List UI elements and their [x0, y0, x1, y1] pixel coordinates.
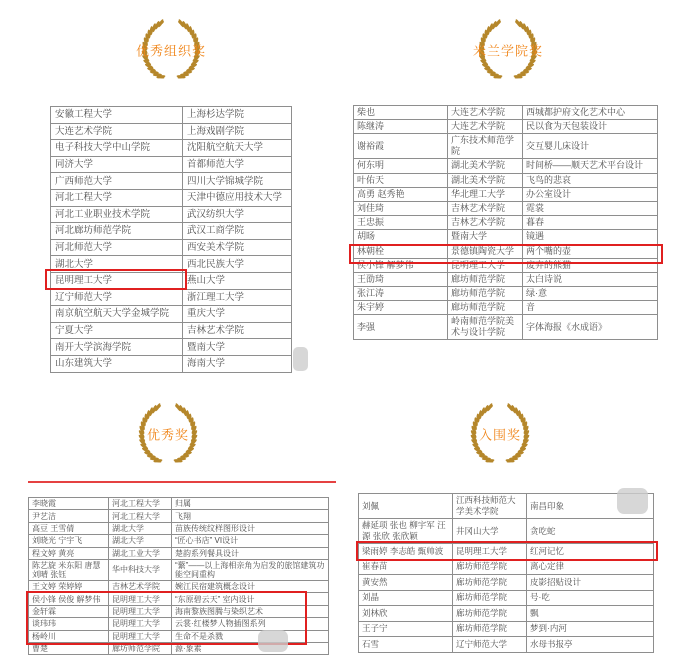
table-cell: 宁夏大学 — [51, 322, 183, 339]
table-cell: 辽宁师范大学 — [51, 289, 183, 306]
table-cell: 廊坊师范学院 — [453, 606, 527, 622]
table-cell: 湖北大学 — [51, 256, 183, 273]
table-cell: 四川大学锦城学院 — [183, 173, 292, 190]
table-cell: 湖北大学 — [109, 535, 172, 547]
table-cell: 吉林艺术学院 — [448, 201, 523, 215]
table-row — [354, 134, 658, 159]
table-cell: 天津中德应用技术大学 — [183, 189, 292, 206]
table-cell: 尹艺洁 — [29, 510, 109, 522]
table-cell: 井冈山大学 — [453, 519, 527, 544]
table-cell: 河北师范大学 — [51, 239, 183, 256]
award-badge-finalist — [438, 398, 562, 474]
table-row — [354, 187, 658, 201]
table-cell: 海南黎族图腾与染织艺术 — [172, 605, 329, 617]
table-cell: 湖北美术学院 — [448, 159, 523, 173]
table-cell: 广西师范大学 — [51, 173, 183, 190]
table-cell: 河北工程大学 — [51, 189, 183, 206]
table-cell: 飘 — [527, 606, 654, 622]
table-cell: 廊坊师范学院 — [448, 287, 523, 301]
table-cell: “东原碧云天” 室内设计 — [172, 593, 329, 605]
table-cell: 大连艺术学院 — [51, 123, 183, 140]
table-cell: 沈阳航空航天大学 — [183, 140, 292, 157]
table-row — [51, 239, 292, 256]
table-cell: 谢裕霞 — [354, 134, 448, 159]
table-cell: 西城都护府文化艺术中心 — [523, 106, 658, 120]
table-row — [354, 301, 658, 315]
table-row — [354, 244, 658, 258]
table-row — [51, 355, 292, 372]
table-row — [29, 559, 329, 580]
table-cell: 交互婴儿床设计 — [523, 134, 658, 159]
table-cell: 首都师范大学 — [183, 156, 292, 173]
table-cell: 南昌印象 — [527, 494, 654, 519]
table-cell: 杨岭川 — [29, 630, 109, 642]
table-row — [29, 498, 329, 510]
table-cell: 叶佑天 — [354, 173, 448, 187]
table-row — [51, 289, 292, 306]
table-row — [51, 189, 292, 206]
table-cell: 梁雨婷 李志皓 甄帅波 — [359, 544, 453, 560]
table-cell: 廊坊师范学院 — [453, 590, 527, 606]
table-cell: 王文婷 荣婷婷 — [29, 580, 109, 592]
table-cell: 刘晓光 宁宇飞 — [29, 535, 109, 547]
table-cell: 号·吃 — [527, 590, 654, 606]
table-row — [354, 287, 658, 301]
table-cell: 华中科技大学 — [109, 559, 172, 580]
table-cell: 生命不是杀戮 — [172, 630, 329, 642]
table-cell: 湖北美术学院 — [448, 173, 523, 187]
table-cell: 廊坊师范学院 — [453, 575, 527, 591]
table-cell: 武汉纺织大学 — [183, 206, 292, 223]
award-badge-label: 入围奖 — [478, 427, 522, 443]
table-cell: 飞鸟的悲哀 — [523, 173, 658, 187]
table-row — [354, 159, 658, 173]
table-row — [51, 206, 292, 223]
table-row — [359, 575, 654, 591]
table-cell: 绿·意 — [523, 287, 658, 301]
table-cell: 暨南大学 — [183, 339, 292, 356]
table-cell: 吉林艺术学院 — [183, 322, 292, 339]
table-cell: 石雪 — [359, 637, 453, 653]
table-cell: 辽宁师范大学 — [453, 637, 527, 653]
table-cell: 办公室设计 — [523, 187, 658, 201]
table-cell: 李晓霞 — [29, 498, 109, 510]
table-cell: 西北民族大学 — [183, 256, 292, 273]
table-row — [354, 106, 658, 120]
table-cell: 昆明理工大学 — [109, 605, 172, 617]
table-cell: 刘晶 — [359, 590, 453, 606]
table-row — [354, 315, 658, 340]
table-cell: 楚韵系列餐具设计 — [172, 547, 329, 559]
table-row — [354, 201, 658, 215]
table-cell: 音 — [523, 301, 658, 315]
table-cell: 上海戏剧学院 — [183, 123, 292, 140]
table-cell: 高豆 王雪倩 — [29, 522, 109, 534]
table-cell: 河北工程大学 — [109, 510, 172, 522]
table-cell: 电子科技大学中山学院 — [51, 140, 183, 157]
table-cell: 红河记忆 — [527, 544, 654, 560]
table-row — [29, 547, 329, 559]
table-row — [29, 605, 329, 617]
table-row — [51, 107, 292, 124]
table-cell: 太白诗说 — [523, 272, 658, 286]
award-badge-label: 米兰学院奖 — [472, 43, 544, 59]
table-row — [51, 156, 292, 173]
award-badge-excellence — [106, 398, 230, 474]
table-cell: 黄安然 — [359, 575, 453, 591]
table-cell: 何东明 — [354, 159, 448, 173]
table-cell: 廊坊师范学院 — [109, 642, 172, 654]
table-row — [51, 256, 292, 273]
table-row — [354, 216, 658, 230]
table-cell: 朱宇婷 — [354, 301, 448, 315]
table-cell: 昆明理工大学 — [109, 618, 172, 630]
award-badge-label: 优秀组织奖 — [135, 43, 207, 59]
table-cell: 昆明理工大学 — [51, 272, 183, 289]
table-row — [51, 272, 292, 289]
table-row — [359, 606, 654, 622]
table-row — [51, 322, 292, 339]
table-cell: 金轩霖 — [29, 605, 109, 617]
table-row — [354, 230, 658, 244]
table-cell: 燕山大学 — [183, 272, 292, 289]
table-row — [29, 522, 329, 534]
table-cell: 曹楚 — [29, 642, 109, 654]
table-row — [359, 621, 654, 637]
annotation-line — [28, 481, 336, 483]
table-cell: 崔春苗 — [359, 559, 453, 575]
award-badge-org — [109, 14, 233, 90]
floating-button[interactable] — [617, 488, 648, 514]
table-row — [359, 637, 654, 653]
table-cell: 湖北工业大学 — [109, 547, 172, 559]
table-cell: 南京航空航天大学金城学院 — [51, 306, 183, 323]
org-award-table — [50, 106, 292, 373]
table-cell: 岭南师范学院美术与设计学院 — [448, 315, 523, 340]
table-cell: 武汉工商学院 — [183, 223, 292, 240]
table-row — [29, 593, 329, 605]
table-row — [359, 559, 654, 575]
table-cell: 镜遇 — [523, 230, 658, 244]
table-cell: 海南大学 — [183, 355, 292, 372]
table-cell: 柴也 — [354, 106, 448, 120]
table-cell: 西安美术学院 — [183, 239, 292, 256]
table-cell: 时间桥——顺天艺术平台设计 — [523, 159, 658, 173]
table-cell: 李强 — [354, 315, 448, 340]
table-row — [51, 173, 292, 190]
table-cell: 刘佳琦 — [354, 201, 448, 215]
table-cell: 上海杉达学院 — [183, 107, 292, 124]
table-cell: 河北工业职业技术学院 — [51, 206, 183, 223]
table-cell: 陈艺旋 米东阳 唐慧 刘晴 张钰 — [29, 559, 109, 580]
table-cell: “匠心书店” VI设计 — [172, 535, 329, 547]
table-cell: 廊坊师范学院 — [448, 301, 523, 315]
table-cell: 广东技术师范学院 — [448, 134, 523, 159]
table-row — [359, 519, 654, 544]
table-cell: 归属 — [172, 498, 329, 510]
table-cell: 重庆大学 — [183, 306, 292, 323]
table-cell: 廊坊师范学院 — [453, 559, 527, 575]
table-cell: 谈玮玮 — [29, 618, 109, 630]
table-cell: 婉江民宿建筑概念设计 — [172, 580, 329, 592]
table-cell: 昆明理工大学 — [448, 258, 523, 272]
table-row — [354, 272, 658, 286]
table-row — [354, 258, 658, 272]
table-cell: 林朝栓 — [354, 244, 448, 258]
table-cell: 王劭琦 — [354, 272, 448, 286]
milan-award-table — [353, 105, 658, 340]
table-row — [29, 618, 329, 630]
table-row — [29, 580, 329, 592]
table-cell: 刘林欣 — [359, 606, 453, 622]
table-cell: 水母书报亭 — [527, 637, 654, 653]
table-cell: 民以食为天包装设计 — [523, 120, 658, 134]
table-cell: “蘩”——以上海相亲角为启发的旅馆建筑功能空间重构 — [172, 559, 329, 580]
table-row — [51, 223, 292, 240]
table-cell: 胡旸 — [354, 230, 448, 244]
table-cell: 河北廊坊师范学院 — [51, 223, 183, 240]
table-cell: 梦到·内河 — [527, 621, 654, 637]
table-cell: 华北理工大学 — [448, 187, 523, 201]
table-cell: 湖北大学 — [109, 522, 172, 534]
table-cell: 字体海报《水成语》 — [523, 315, 658, 340]
table-row — [354, 120, 658, 134]
finalist-award-table — [358, 493, 654, 653]
table-cell: 赫延项 张也 柳宇军 汪源 张欣 张欣颖 — [359, 519, 453, 544]
table-cell: 大连艺术学院 — [448, 106, 523, 120]
floating-button[interactable] — [293, 347, 308, 371]
table-cell: 同济大学 — [51, 156, 183, 173]
table-row — [359, 544, 654, 560]
table-cell: 贪吃蛇 — [527, 519, 654, 544]
table-cell: 昆明理工大学 — [109, 630, 172, 642]
table-row — [51, 140, 292, 157]
table-cell: 陈继涛 — [354, 120, 448, 134]
table-row — [51, 339, 292, 356]
table-cell: 侯小锋 解梦伟 — [354, 258, 448, 272]
table-cell: 飞翔 — [172, 510, 329, 522]
table-cell: 皮影招贴设计 — [527, 575, 654, 591]
table-cell: 景德镇陶瓷大学 — [448, 244, 523, 258]
table-cell: 苗族传统纹样图形设计 — [172, 522, 329, 534]
table-row — [359, 494, 654, 519]
table-cell: 侯小锋 侯俊 解梦伟 — [29, 593, 109, 605]
table-row — [29, 510, 329, 522]
floating-button[interactable] — [258, 630, 288, 652]
table-cell: 大连艺术学院 — [448, 120, 523, 134]
table-row — [354, 173, 658, 187]
table-cell: 安徽工程大学 — [51, 107, 183, 124]
table-cell: 云裳·红楼梦人物插图系列 — [172, 618, 329, 630]
table-cell: 浙江理工大学 — [183, 289, 292, 306]
table-row — [51, 306, 292, 323]
table-cell: 霓裳 — [523, 201, 658, 215]
table-cell: 江西科技师范大学美术学院 — [453, 494, 527, 519]
table-cell: 吉林艺术学院 — [448, 216, 523, 230]
table-cell: 王忠振 — [354, 216, 448, 230]
table-cell: 源·象素 — [172, 642, 329, 654]
table-cell: 废弃的熊猫 — [523, 258, 658, 272]
award-badge-milan — [446, 14, 570, 90]
table-cell: 离心定律 — [527, 559, 654, 575]
table-cell: 南开大学滨海学院 — [51, 339, 183, 356]
table-row — [51, 123, 292, 140]
table-cell: 河北工程大学 — [109, 498, 172, 510]
table-cell: 两个嘴的壶 — [523, 244, 658, 258]
table-cell: 暮春 — [523, 216, 658, 230]
table-cell: 昆明理工大学 — [453, 544, 527, 560]
table-cell: 山东建筑大学 — [51, 355, 183, 372]
table-cell: 张江涛 — [354, 287, 448, 301]
table-row — [29, 535, 329, 547]
table-cell: 廊坊师范学院 — [453, 621, 527, 637]
table-cell: 昆明理工大学 — [109, 593, 172, 605]
award-badge-label: 优秀奖 — [146, 427, 190, 443]
table-cell: 王子宁 — [359, 621, 453, 637]
table-row — [359, 590, 654, 606]
table-cell: 程文婷 黄亮 — [29, 547, 109, 559]
table-cell: 刘佩 — [359, 494, 453, 519]
table-cell: 高勇 赵秀艳 — [354, 187, 448, 201]
table-cell: 廊坊师范学院 — [448, 272, 523, 286]
table-cell: 吉林艺术学院 — [109, 580, 172, 592]
table-cell: 暨南大学 — [448, 230, 523, 244]
